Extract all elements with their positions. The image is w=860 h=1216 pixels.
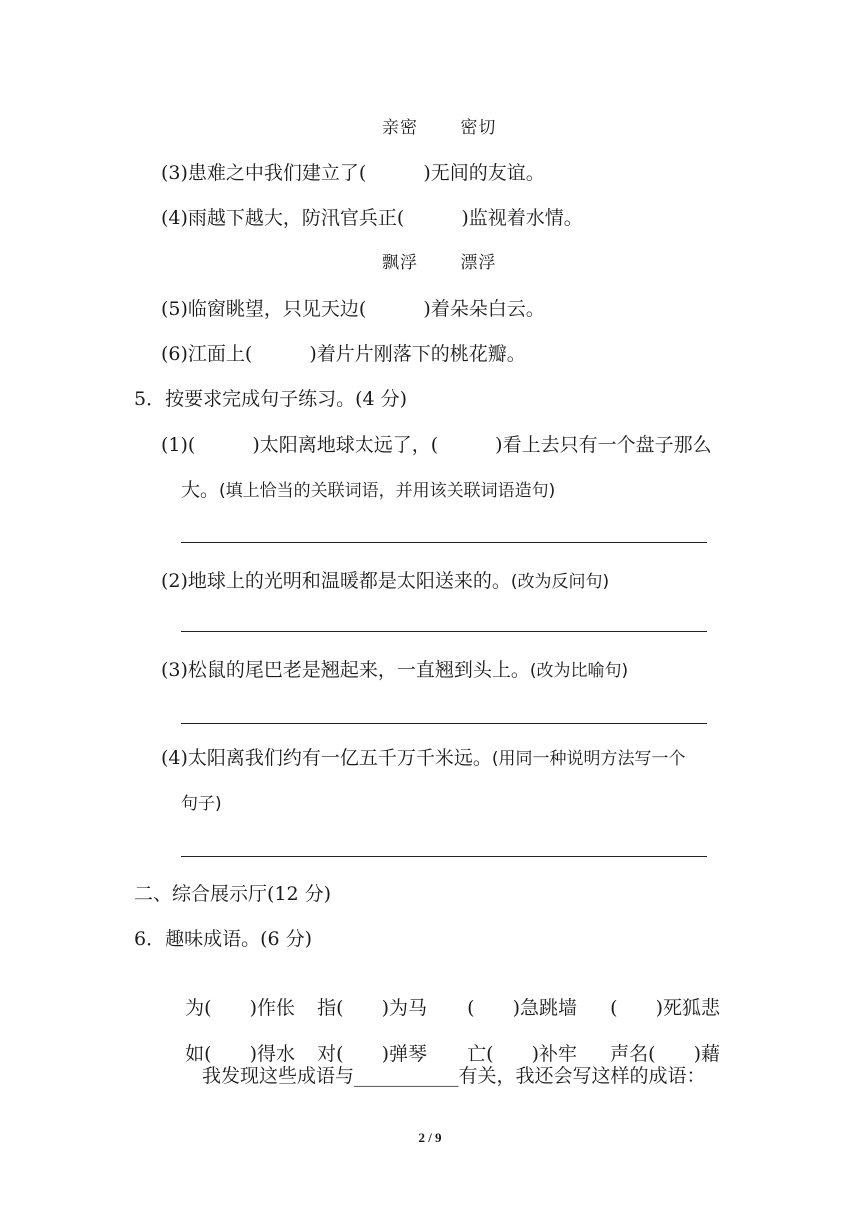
q5-item-4-hint: (用同一种说明方法写一个 [491,749,686,769]
q4-item-4: (4)雨越下越大，防汛官兵正( )监视着水情。 [161,207,583,229]
q5-item-4-line-1 [161,746,686,771]
q5-item-2-hint: (改为反问句) [510,572,610,592]
q4-item-5: (5)临窗眺望，只见天边( )着朵朵白云。 [161,298,545,320]
q5-item-4-line-2: 句子) [181,794,222,814]
q5-item-3-text: (3)松鼠的尾巴老是翘起来，一直翘到头上。 [161,659,530,681]
answer-line-1[interactable] [181,542,707,543]
q4-item-3: (3)患难之中我们建立了( )无间的友谊。 [161,162,545,184]
q4-item-6: (6)江面上( )着片片刚落下的桃花瓣。 [161,343,526,365]
q6-prompt: 我发现这些成语与___________有关，我还会写这样的成语： [202,1065,706,1087]
q5-title: 5．按要求完成句子练习。(4 分) [134,388,408,410]
q5-item-4-text: (4)太阳离我们约有一亿五千万千米远。 [161,747,492,769]
answer-line-2[interactable] [181,631,707,632]
answer-line-4[interactable] [181,856,707,857]
answer-line-3[interactable] [181,723,707,724]
q4-option-group-2: 飘浮 漂浮 [382,253,497,273]
q4-option-group-1: 亲密 密切 [382,118,497,138]
idiom-8: 声名( )藉 [610,1043,720,1065]
idiom-2: 指( )为马 [317,997,427,1019]
idiom-3: ( )急跳墙 [467,997,577,1019]
q5-item-2-text: (2)地球上的光明和温暖都是太阳送来的。 [161,570,511,592]
idiom-1: 为( )作伥 [185,997,295,1019]
q5-item-1-line-1: (1)( )太阳离地球太远了，( )看上去只有一个盘子那么 [161,434,712,456]
q5-item-1-line-2 [181,478,555,503]
q5-item-3-hint: (改为比喻句) [529,661,629,681]
page-number: 2 / 9 [418,1130,442,1145]
q5-item-2 [161,569,609,594]
section-2-title: 二、综合展示厅(12 分) [134,883,332,905]
idiom-7: 亡( )补牢 [467,1043,577,1065]
idiom-4: ( )死狐悲 [610,997,720,1019]
idiom-6: 对( )弹琴 [317,1043,427,1065]
q5-item-1-text: 大。 [181,479,220,501]
idiom-5: 如( )得水 [185,1043,295,1065]
q6-title: 6．趣味成语。(6 分) [134,928,313,950]
q5-item-1-hint: (填上恰当的关联词语，并用该关联词语造句) [219,481,556,501]
q5-item-3 [161,658,628,683]
